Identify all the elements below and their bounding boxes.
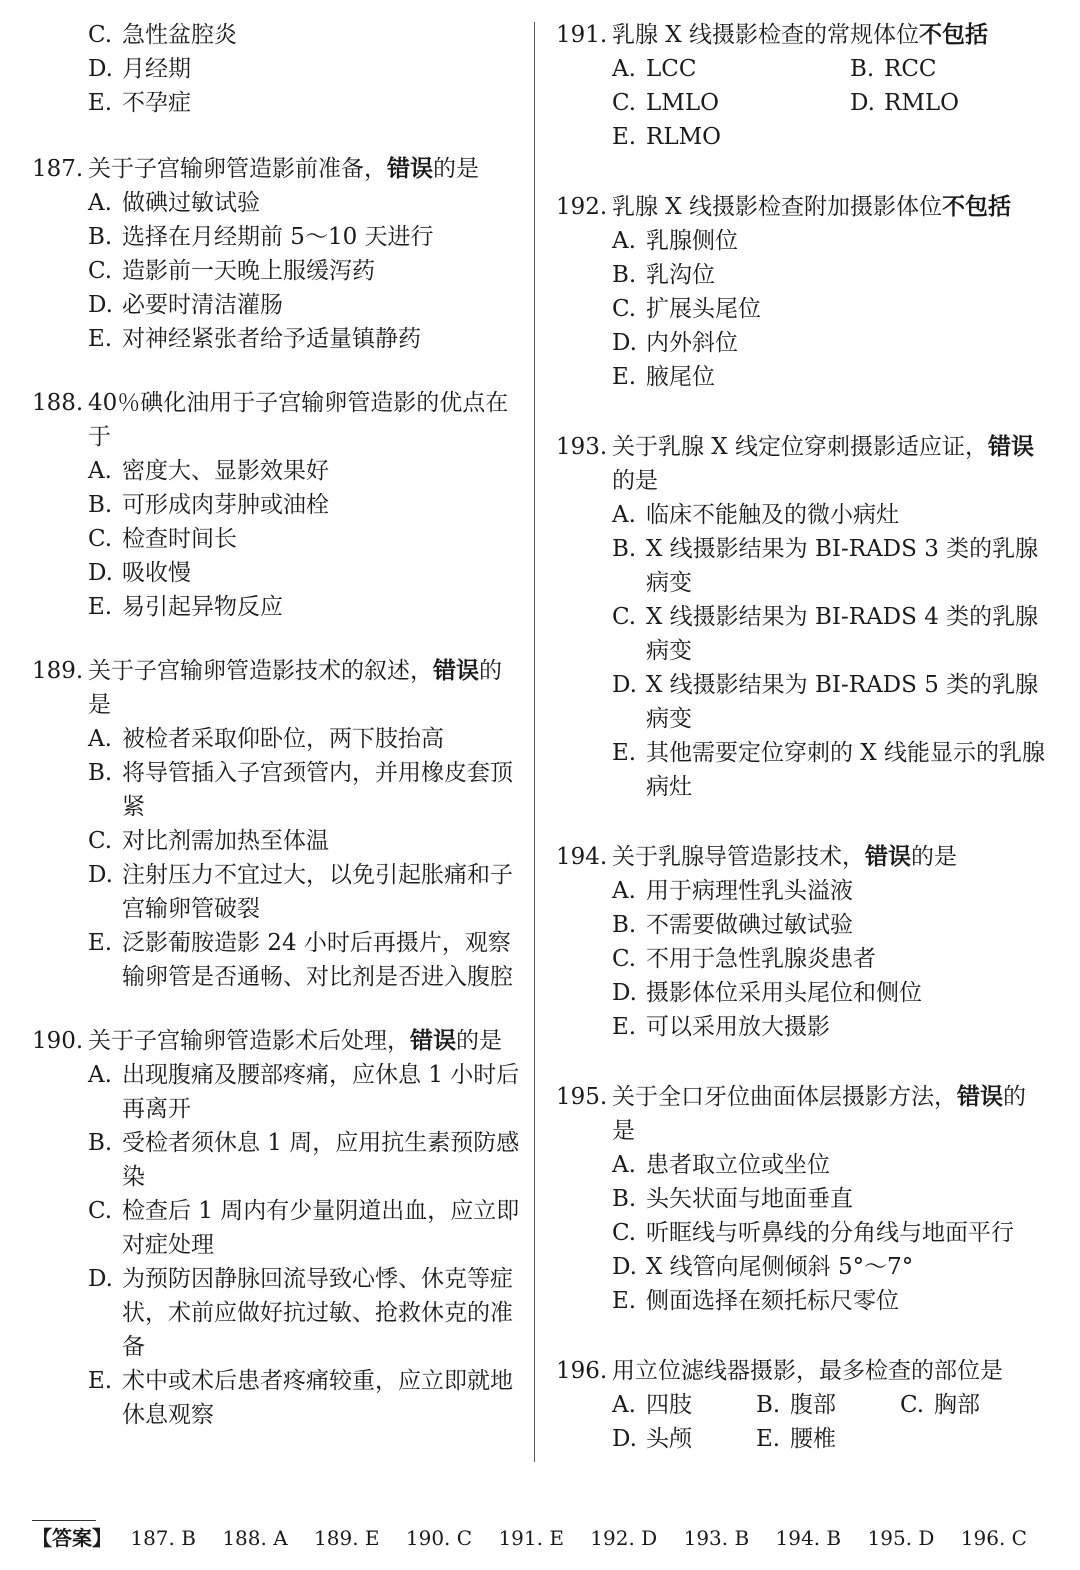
option-c: C. 对比剂需加热至体温 <box>88 828 329 854</box>
option-d: D. 内外斜位 <box>612 330 738 356</box>
option-b: B. RCC <box>850 56 937 82</box>
emphasis: 不包括 <box>942 194 1011 220</box>
option-b: B. 不需要做碘过敏试验 <box>612 912 853 938</box>
option-a: A. 做碘过敏试验 <box>88 190 260 216</box>
option-e: E. 腰椎 <box>756 1426 836 1452</box>
option-d: D. 头颅 <box>612 1426 692 1452</box>
answer-item: 196. C <box>960 1526 1027 1550</box>
question-stem: 192. 乳腺 X 线摄影检查附加摄影体位不包括 <box>556 194 1011 220</box>
option-a: A. 被检者采取仰卧位，两下肢抬高 <box>88 726 444 752</box>
option-b: B. 头矢状面与地面垂直 <box>612 1186 853 1212</box>
answer-item: 195. D <box>867 1526 935 1550</box>
question-193 <box>556 430 1048 804</box>
option-e: E. 侧面选择在颏托标尺零位 <box>612 1288 899 1314</box>
question-stem: 191. 乳腺 X 线摄影检查的常规体位不包括 <box>556 22 988 48</box>
option-c: C. 不用于急性乳腺炎患者 <box>612 946 876 972</box>
option-c: C. 听眶线与听鼻线的分角线与地面平行 <box>612 1220 1014 1246</box>
column-divider <box>534 22 535 1462</box>
question-196 <box>556 1354 1048 1456</box>
option-b: B. X 线摄影结果为 BI-RADS 3 类的乳腺病变 <box>612 536 1039 596</box>
carry-over-options <box>32 18 520 120</box>
option-e: E. 不孕症 <box>88 90 191 116</box>
option-b: B. 腹部 <box>756 1392 836 1418</box>
answer-item: 192. D <box>590 1526 658 1550</box>
answer-item: 188. A <box>222 1526 288 1550</box>
option-e: E. 对神经紧张者给予适量镇静药 <box>88 326 421 352</box>
question-191 <box>556 18 1048 154</box>
option-a: A. 四肢 <box>612 1392 692 1418</box>
option-a: A. 患者取立位或坐位 <box>612 1152 830 1178</box>
option-b: B. 选择在月经期前 5～10 天进行 <box>88 224 434 250</box>
answer-key <box>32 1523 1052 1553</box>
option-e: E. 其他需要定位穿刺的 X 线能显示的乳腺病灶 <box>612 740 1045 800</box>
option-e: E. 腋尾位 <box>612 364 715 390</box>
option-a: A. 临床不能触及的微小病灶 <box>612 502 899 528</box>
question-189 <box>32 654 520 994</box>
option-e: E. 泛影葡胺造影 24 小时后再摄片，观察输卵管是否通畅、对比剂是否进入腹腔 <box>88 930 513 990</box>
question-stem: 187. 关于子宫输卵管造影前准备，错误的是 <box>32 156 479 182</box>
left-column <box>32 18 520 1432</box>
question-195 <box>556 1080 1048 1318</box>
option-b: B. 受检者须休息 1 周，应用抗生素预防感染 <box>88 1130 520 1190</box>
option-d: D. 为预防因静脉回流导致心悸、休克等症状，术前应做好抗过敏、抢救休克的准备 <box>88 1266 513 1360</box>
options-grid <box>556 52 1048 154</box>
right-column <box>556 18 1048 1456</box>
answer-item: 193. B <box>683 1526 750 1550</box>
emphasis: 错误 <box>433 658 479 684</box>
question-stem: 195. 关于全口牙位曲面体层摄影方法，错误的是 <box>556 1084 1026 1144</box>
question-stem: 189. 关于子宫输卵管造影技术的叙述，错误的是 <box>32 658 502 718</box>
option-c: C. 检查时间长 <box>88 526 237 552</box>
answer-item: 187. B <box>130 1526 196 1550</box>
option-a: A. 乳腺侧位 <box>612 228 738 254</box>
option-a: A. 用于病理性乳头溢液 <box>612 878 853 904</box>
answer-item: 194. B <box>775 1526 842 1550</box>
option-a: A. 出现腹痛及腰部疼痛，应休息 1 小时后再离开 <box>88 1062 520 1122</box>
answer-rule <box>32 1520 96 1521</box>
option-d: D. 注射压力不宜过大，以免引起胀痛和子宫输卵管破裂 <box>88 862 513 922</box>
question-stem: 193. 关于乳腺 X 线定位穿刺摄影适应证，错误的是 <box>556 434 1034 494</box>
option-a: A. 密度大、显影效果好 <box>88 458 329 484</box>
question-stem: 190. 关于子宫输卵管造影术后处理，错误的是 <box>32 1028 502 1054</box>
options-grid <box>556 1388 1048 1456</box>
option-b: B. 乳沟位 <box>612 262 715 288</box>
option-c: C. 造影前一天晚上服缓泻药 <box>88 258 375 284</box>
option-b: B. 将导管插入子宫颈管内，并用橡皮套顶紧 <box>88 760 513 820</box>
emphasis: 错误 <box>988 434 1034 460</box>
option-c: C. LMLO <box>612 90 719 116</box>
question-192 <box>556 190 1048 394</box>
option-d: D. X 线摄影结果为 BI-RADS 5 类的乳腺病变 <box>612 672 1039 732</box>
option-d: D. 摄影体位采用头尾位和侧位 <box>612 980 922 1006</box>
option-d: D. X 线管向尾侧倾斜 5°～7° <box>612 1254 914 1280</box>
option-e: E. 可以采用放大摄影 <box>612 1014 830 1040</box>
answer-item: 190. C <box>405 1526 473 1550</box>
option-e: E. 术中或术后患者疼痛较重，应立即就地休息观察 <box>88 1368 513 1428</box>
emphasis: 错误 <box>387 156 433 182</box>
question-stem: 194. 关于乳腺导管造影技术，错误的是 <box>556 844 957 870</box>
option-a: A. LCC <box>612 56 697 82</box>
option-c: C. X 线摄影结果为 BI-RADS 4 类的乳腺病变 <box>612 604 1039 664</box>
option-d: D. RMLO <box>850 90 959 116</box>
emphasis: 错误 <box>957 1084 1003 1110</box>
option-c: C. 胸部 <box>900 1392 980 1418</box>
answer-label: 【答案】 <box>32 1526 112 1550</box>
question-stem: 188. 40％碘化油用于子宫输卵管造影的优点在于 <box>32 390 509 450</box>
option-c: C. 检查后 1 周内有少量阴道出血，应立即对症处理 <box>88 1198 520 1258</box>
option-c: C. 扩展头尾位 <box>612 296 761 322</box>
option-d: D. 月经期 <box>88 56 191 82</box>
question-187 <box>32 152 520 356</box>
option-e: E. 易引起异物反应 <box>88 594 283 620</box>
option-d: D. 吸收慢 <box>88 560 191 586</box>
question-190 <box>32 1024 520 1432</box>
option-c: C. 急性盆腔炎 <box>88 22 237 48</box>
question-194 <box>556 840 1048 1044</box>
emphasis: 错误 <box>410 1028 456 1054</box>
question-stem: 196. 用立位滤线器摄影，最多检查的部位是 <box>556 1358 1003 1384</box>
option-d: D. 必要时清洁灌肠 <box>88 292 283 318</box>
emphasis: 错误 <box>865 844 911 870</box>
option-b: B. 可形成肉芽肿或油栓 <box>88 492 329 518</box>
option-e: E. RLMO <box>612 124 721 150</box>
answer-item: 191. E <box>498 1526 564 1550</box>
answer-item: 189. E <box>314 1526 380 1550</box>
question-188 <box>32 386 520 624</box>
emphasis: 不包括 <box>919 22 988 48</box>
